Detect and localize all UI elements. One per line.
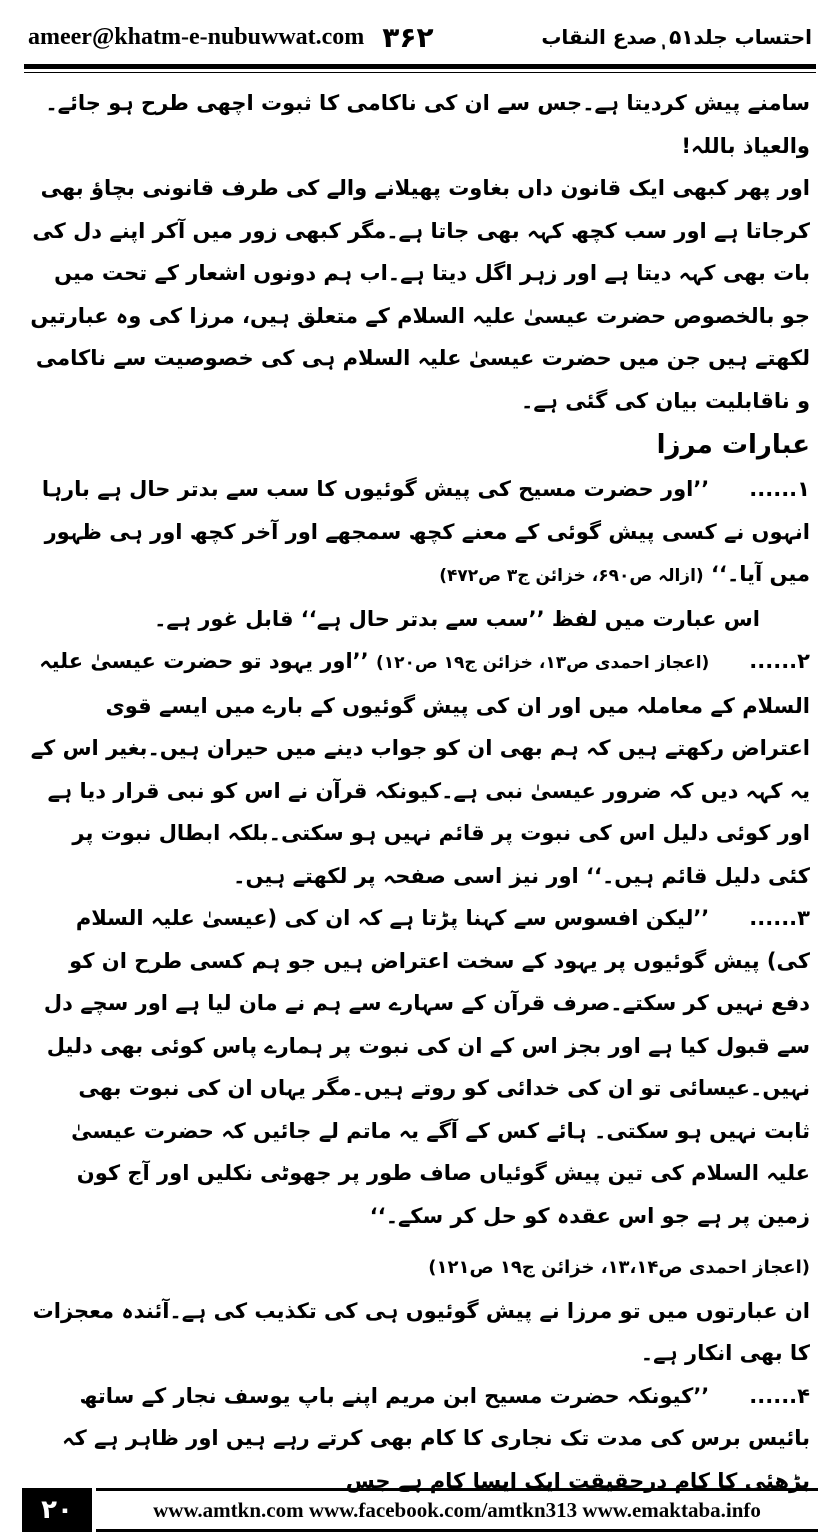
- quote-number: ۳......: [749, 906, 810, 930]
- running-title: احتساب جلد۵۱ ٖصدع النقاب: [541, 25, 812, 49]
- quote-number: ۴......: [749, 1383, 810, 1408]
- quote-text: ’’کیونکہ حضرت مسیح ابن مریم اپنے باپ یوسف نجار کے ساتھ بائیس برس کی مدت تک نجاری کا کام بھی کرتے رہے ہیں اور ظاہر ہے کہ بڑھئی کا کام درحقیقت ایک ایسا کام ہے جس: [62, 1383, 810, 1493]
- page-footer: [22, 1488, 818, 1532]
- footer-links: www.amtkn.com www.facebook.com/amtkn313 www.emaktaba.info: [96, 1488, 818, 1532]
- quote-3-comment: ان عبارتوں میں تو مرزا نے پیش گوئیوں ہی کی تکذیب کی ہے۔آئندہ معجزات کا بھی انکار ہے۔: [32, 1298, 810, 1365]
- quote-citation: (ازالہ ص۶۹۰، خزائن ج۳ ص۴۷۲): [439, 566, 704, 586]
- page-body: [28, 82, 810, 1493]
- header-left: [28, 21, 434, 54]
- quote-number: ۱......: [749, 477, 810, 501]
- paragraph-intro: سامنے پیش کردیتا ہے۔جس سے ان کی ناکامی کا ثبوت اچھی طرح ہو جائے۔ والعیاذ باللہ!: [45, 91, 810, 158]
- quote-number: ۲......: [749, 649, 810, 673]
- header-page-number: ۳۶۲: [382, 20, 434, 54]
- quote-3: [28, 897, 810, 1237]
- footer-page-number: ۲۰: [22, 1488, 92, 1532]
- quote-1: [28, 468, 810, 598]
- page-header: [28, 14, 812, 60]
- quote-1-comment: اس عبارت میں لفظ ’’سب سے بدتر حال ہے‘‘ قابل غور ہے۔: [154, 606, 760, 631]
- quote-text: ’’اور حضرت مسیح کی پیش گوئیوں کا سب سے بدتر حال ہے بارہا انہوں نے کسی پیش گوئی کے معنے کچھ سمجھے اور آخر کچھ اور ہی ظہور میں آیا۔‘‘: [41, 477, 810, 586]
- header-email: ameer@khatm-e-nubuwwat.com: [28, 23, 365, 50]
- quote-2: [28, 640, 810, 897]
- quote-3-citation: (اعجاز احمدی ص۱۳،۱۴، خزائن ج۱۹ ص۱۲۱): [428, 1257, 810, 1278]
- header-rule-thick: [24, 64, 816, 69]
- quote-text: ’’اور یہود تو حضرت عیسیٰ علیہ السلام کے معاملہ میں اور ان کی پیش گوئیوں کے بارے میں ایسے قوی اعتراض رکھتے ہیں کہ ہم بھی ان کو جواب دینے میں حیران ہیں۔بغیر اس کے یہ کہہ دیں کہ ضرور عیسیٰ نبی ہے۔کیونکہ قرآن نے اس کو نبی قرار دیا ہے اور کوئی دلیل اس کی نبوت پر قائم نہیں ہو سکتی۔بلکہ ابطال نبوت پر کئی دلیل قائم ہیں۔‘‘ اور نیز اسی صفحہ پر لکھتے ہیں۔: [30, 649, 810, 888]
- header-rule-thin: [24, 72, 816, 73]
- section-heading: عبارات مرزا: [656, 430, 810, 460]
- quote-citation: (اعجاز احمدی ص۱۳، خزائن ج۱۹ ص۱۲۰): [375, 653, 710, 673]
- quote-4: [28, 1375, 810, 1503]
- quote-text: ’’لیکن افسوس سے کہنا پڑتا ہے کہ ان کی (عیسیٰ علیہ السلام کی) پیش گوئیوں پر یہود کے سخت اعتراض ہیں جو ہم کسی طرح ان کو دفع نہیں کر سکتے۔صرف قرآن کے سہارے سے ہم نے مان لیا ہے اور سچے دل سے قبول کیا ہے اور بجز اس کے ان کی نبوت پر ہمارے پاس کوئی بھی دلیل نہیں۔عیسائی تو ان کی خدائی کو روتے ہیں۔مگر یہاں ان کی نبوت بھی ثابت نہیں ہو سکتی۔ ہائے کس کے آگے یہ ماتم لے جائیں کہ حضرت عیسیٰ علیہ السلام کی تین پیش گوئیاں صاف طور پر جھوٹی نکلیں اور آج کون زمین پر ہے جو اس عقدہ کو حل کر سکے۔‘‘: [43, 906, 810, 1228]
- paragraph-body: اور پھر کبھی ایک قانون داں بغاوت پھیلانے والے کی طرف قانونی بچاؤ بھی کرجاتا ہے اور سب کچھ کہہ بھی جاتا ہے۔مگر کبھی زور میں آکر اپنے دل کی بات بھی کہہ دیتا ہے اور زہر اگل دیتا ہے۔اب ہم دونوں اشعار کے تحت میں جو بالخصوص حضرت عیسیٰ علیہ السلام کے متعلق ہیں، مرزا کی وہ عبارتیں لکھتے ہیں جن میں حضرت عیسیٰ علیہ السلام ہی کی خصوصیت سے ناکامی و ناقابلیت بیان کی گئی ہے۔: [30, 176, 810, 413]
